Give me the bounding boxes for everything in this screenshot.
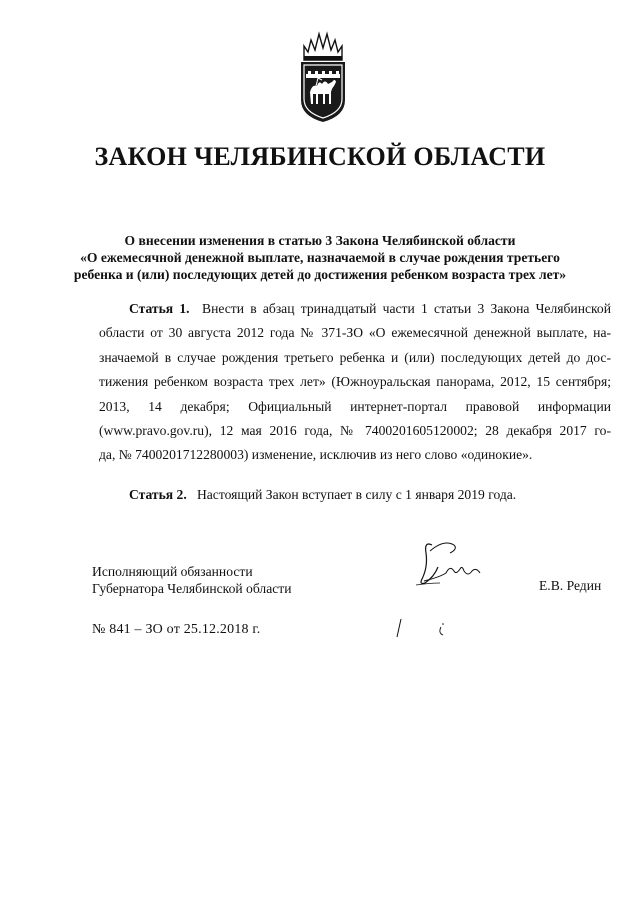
signatory-role-line: Исполняющий обязанности	[92, 564, 253, 579]
article-1-line	[99, 297, 611, 321]
handwritten-marks	[393, 615, 463, 645]
article-1-text: Внести в абзац тринадцатый части 1 статьи 3 Закона Челябинской	[202, 301, 611, 316]
coat-of-arms-emblem	[298, 16, 348, 126]
article-1-line: области от 30 августа 2012 года № 371-ЗО «О ежемесячной денежной выплате, на-	[99, 325, 611, 341]
article-1-line: (www.pravo.gov.ru), 12 мая 2016 года, № 7400201605120002; 28 декабря 2017 го-	[99, 422, 611, 438]
signatory-name: Е.В. Редин	[539, 578, 602, 593]
handwritten-signature	[410, 537, 520, 592]
document-title: ЗАКОН ЧЕЛЯБИНСКОЙ ОБЛАСТИ	[94, 142, 546, 171]
signatory-role-line: Губернатора Челябинской области	[92, 581, 292, 596]
article-2	[129, 485, 609, 505]
article-1-line: значаемой в случае рождения третьего ребенка и (или) последующих детей до дос-	[99, 349, 611, 365]
article-1-line: тижения ребенком возраста трех лет» (Южноуральская панорама, 2012, 15 сентября;	[99, 374, 611, 390]
article-2-label: Статья 2.	[129, 487, 187, 502]
article-1-label: Статья 1.	[129, 301, 190, 316]
article-1-line: 2013, 14 декабря; Официальный интернет-портал правовой информации	[99, 398, 611, 414]
signatory-role	[92, 563, 292, 597]
article-1	[99, 297, 611, 468]
subtitle-line: «О ежемесячной денежной выплате, назначаемой в случае рождения третьего	[80, 250, 560, 265]
subtitle-line: О внесении изменения в статью 3 Закона Челябинской области	[124, 233, 516, 248]
document-subtitle	[60, 232, 580, 283]
registration-number: № 841 – ЗО от 25.12.2018 г.	[92, 622, 261, 637]
article-2-text: Настоящий Закон вступает в силу с 1 января 2019 года.	[196, 487, 517, 502]
subtitle-line: ребенка и (или) последующих детей до достижения ребенком возраста трех лет»	[73, 267, 567, 282]
article-1-line: да, № 7400201712280003) изменение, исключив из него слово «одинокие».	[99, 447, 533, 463]
